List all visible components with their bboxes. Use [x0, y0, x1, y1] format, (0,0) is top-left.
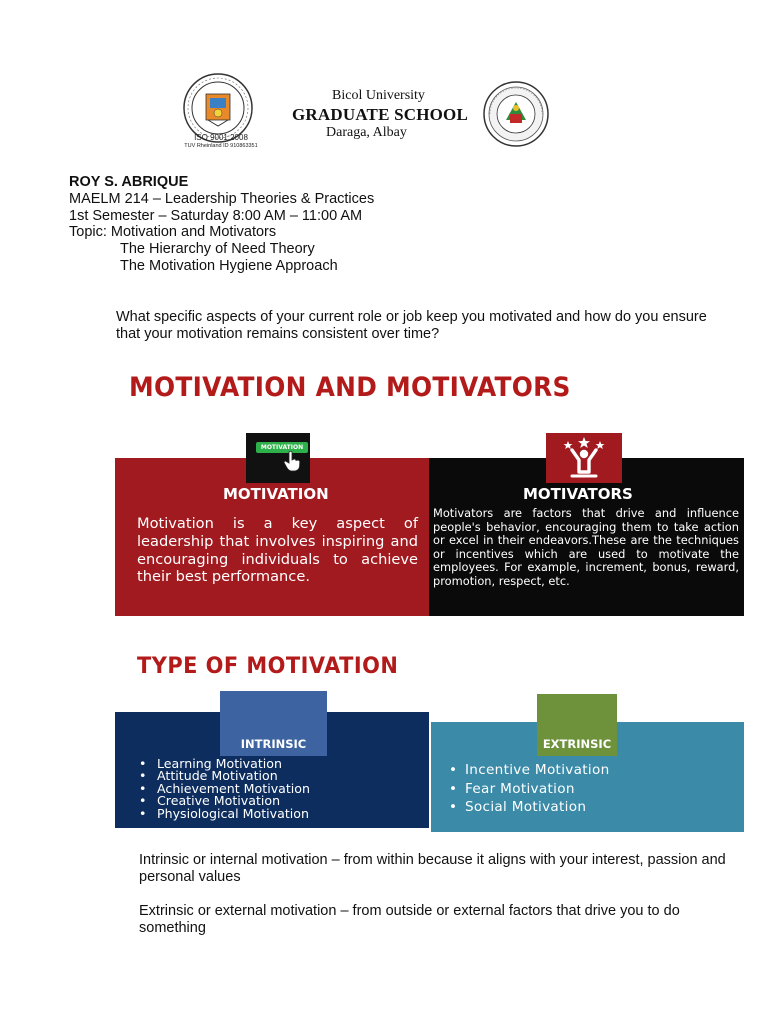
- intrinsic-item: Achievement Motivation: [157, 780, 310, 796]
- bullet-icon: •: [139, 756, 147, 771]
- intrinsic-item: Creative Motivation: [157, 793, 281, 809]
- author-name: ROY S. ABRIQUE: [69, 174, 189, 190]
- intrinsic-explanation: Intrinsic or internal motivation – from within because it aligns with your interest, passion and personal values: [139, 852, 726, 885]
- infographic-title: MOTIVATION AND MOTIVATORS: [129, 372, 571, 403]
- list-item: [139, 805, 310, 821]
- motivation-pill: MOTIVATION: [256, 442, 308, 453]
- extrinsic-item: Incentive Motivation: [465, 762, 610, 778]
- bullet-icon: •: [139, 768, 147, 784]
- motivation-and-motivators-infographic: [115, 357, 744, 616]
- list-item: [449, 798, 609, 817]
- motivation-icon-box: [246, 433, 310, 483]
- subtopic-hierarchy: The Hierarchy of Need Theory: [120, 241, 315, 258]
- intrinsic-item: Learning Motivation: [157, 756, 282, 771]
- list-item: [449, 761, 609, 780]
- extrinsic-list: [449, 761, 609, 817]
- reflection-question: What specific aspects of your current role or job keep you motivated and how do you ensure that your motivation remains consistent over time?: [116, 309, 707, 342]
- intrinsic-item: Physiological Motivation: [157, 805, 309, 821]
- intrinsic-item: Attitude Motivation: [157, 768, 278, 784]
- extrinsic-label: EXTRINSIC: [542, 737, 612, 751]
- pointer-hand-icon: [282, 450, 302, 472]
- extrinsic-item: Fear Motivation: [465, 780, 575, 797]
- extrinsic-tab: [537, 694, 617, 756]
- course-title: MAELM 214 – Leadership Theories & Practices: [69, 190, 375, 207]
- achiever-with-stars-icon: [558, 436, 610, 480]
- iso-line-2: TUV Rheinland ID 910863351: [184, 143, 258, 149]
- bullet-icon: •: [449, 780, 458, 797]
- motivation-definition: Motivation is a key aspect of leadership that involves inspiring and encouraging individuals to achieve their best performance.: [137, 515, 418, 586]
- motivators-icon-box: [546, 433, 622, 483]
- iso-line-1: ISO 9001:2008: [194, 133, 248, 142]
- school-name: GRADUATE SCHOOL: [292, 105, 469, 124]
- motivators-definition: Motivators are factors that drive and influence people's behavior, encouraging them to take action or excel in their endeavors.These are the techniques or incentives which are used to motivate the employees. For example, increment, bonus, reward, promotion, respect, etc.: [433, 506, 739, 588]
- bullet-icon: •: [449, 762, 458, 778]
- intrinsic-list: [139, 758, 310, 820]
- intrinsic-label: INTRINSIC: [240, 737, 307, 751]
- bullet-icon: •: [139, 805, 147, 821]
- iso-certification: [166, 134, 276, 150]
- topic: Topic: Motivation and Motivators: [69, 224, 277, 241]
- university-name: Bicol University: [332, 88, 425, 103]
- course-info: [69, 174, 374, 275]
- graduate-school-seal-icon: [482, 80, 550, 148]
- subtopic-hygiene: The Motivation Hygiene Approach: [120, 257, 338, 274]
- campus-location: Daraga, Albay: [326, 125, 407, 140]
- bullet-icon: •: [139, 780, 147, 796]
- extrinsic-explanation: Extrinsic or external motivation – from outside or external factors that drive you to do something: [139, 903, 680, 936]
- intrinsic-tab: [220, 691, 327, 756]
- schedule: 1st Semester – Saturday 8:00 AM – 11:00 AM: [69, 207, 363, 224]
- motivation-heading: MOTIVATION: [223, 485, 329, 503]
- bullet-icon: •: [449, 799, 458, 816]
- list-item: [449, 780, 609, 799]
- extrinsic-item: Social Motivation: [465, 799, 587, 816]
- motivators-heading: MOTIVATORS: [523, 485, 633, 503]
- type-of-motivation-title: TYPE OF MOTIVATION: [137, 654, 399, 679]
- type-of-motivation-infographic: [115, 648, 744, 832]
- bullet-icon: •: [139, 793, 147, 809]
